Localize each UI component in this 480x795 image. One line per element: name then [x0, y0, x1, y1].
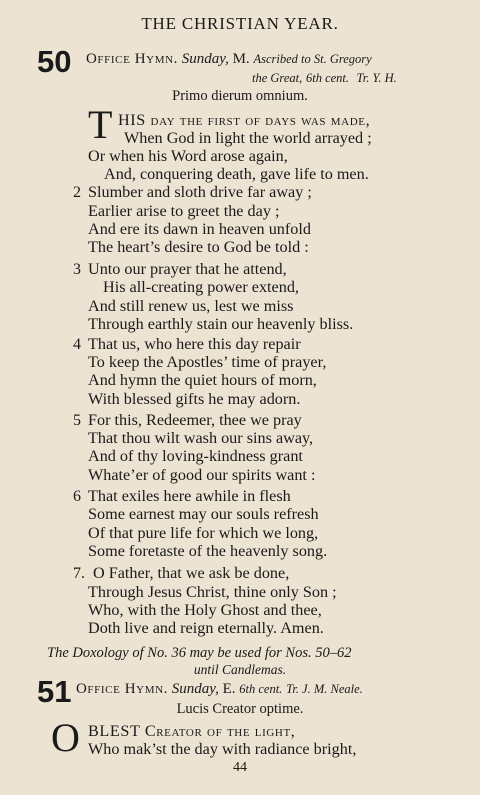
verse-line: And hymn the quiet hours of morn, — [88, 371, 317, 389]
verse-number: 6 — [73, 488, 81, 505]
hymn-50-ascription-2: the Great, — [252, 71, 303, 85]
hymn-51-drop-cap: O — [51, 715, 80, 760]
hymn-50-translator: Tr. Y. H. — [356, 71, 397, 85]
hymn-51-hour: E. — [222, 681, 236, 697]
verse-line: Slumber and sloth drive far away ; — [88, 183, 312, 201]
verse-line: And still renew us, lest we miss — [88, 297, 294, 315]
hymn-50-heading — [86, 51, 372, 68]
verse-1-line-2: When God in light the world arrayed ; — [124, 129, 372, 147]
verse-line: For this, Redeemer, thee we pray — [88, 411, 302, 429]
hymn-51-line-1: BLEST Creator of the light, — [88, 722, 296, 740]
verse-line: With blessed gifts he may adorn. — [88, 390, 301, 408]
hymn-50-latin-title: Primo dierum omnium. — [172, 88, 308, 104]
doxology-note: The Doxology of No. 36 may be used for Nos. 50–62 — [47, 645, 352, 661]
hymn-50-credit — [252, 70, 397, 87]
verse-1-line-3: Or when his Word arose again, — [88, 147, 288, 165]
hymn-51-day: Sunday, — [171, 681, 219, 697]
hymn-51-kind: Office Hymn. — [76, 681, 168, 697]
page-number: 44 — [233, 760, 247, 775]
verse-line: Unto our prayer that he attend, — [88, 260, 287, 278]
verse-line: Earlier arise to greet the day ; — [88, 202, 280, 220]
verse-line: That exiles here awhile in flesh — [88, 487, 291, 505]
doxology-note-2: until Candlemas. — [193, 662, 287, 677]
hymn-50-drop-cap: T — [88, 102, 113, 147]
verse-line: To keep the Apostles’ time of prayer, — [88, 353, 327, 371]
hymn-50-ascription: Ascribed to St. Gregory — [253, 52, 372, 66]
hymn-50-day: Sunday, — [181, 51, 229, 67]
hymn-number-50: 50 — [37, 44, 72, 79]
verse-line: That thou wilt wash our sins away, — [88, 429, 314, 447]
verse-number: 3 — [73, 261, 81, 278]
verse-line: Some earnest may our souls refresh — [88, 505, 319, 523]
verse-number: 5 — [73, 412, 81, 429]
verse-line: His all-creating power extend, — [103, 278, 299, 296]
hymn-50-hour: M. — [232, 51, 250, 67]
hymn-51-century: 6th cent. — [239, 682, 283, 696]
verse-line: Some foretaste of the heavenly song. — [88, 542, 328, 560]
verse-line: Of that pure life for which we long, — [88, 524, 319, 542]
hymn-number-51: 51 — [37, 674, 72, 709]
verse-number: 7. — [73, 565, 85, 582]
verse-line: And of thy loving-kindness grant — [88, 447, 303, 465]
verse-line: That us, who here this day repair — [88, 335, 301, 353]
verse-line: O Father, that we ask be done, — [93, 564, 290, 582]
hymn-50-kind: Office Hymn. — [86, 51, 178, 67]
verse-number: 4 — [73, 336, 81, 353]
verse-line: Through earthly stain our heavenly bliss. — [88, 315, 354, 333]
verse-1-line-4: And, conquering death, gave life to men. — [104, 165, 369, 183]
verse-line: Whate’er of good our spirits want : — [88, 466, 316, 484]
hymn-51-heading — [76, 681, 363, 698]
verse-line: Doth live and reign eternally. Amen. — [88, 619, 324, 637]
verse-line: And ere its dawn in heaven unfold — [88, 220, 311, 238]
verse-line: Who, with the Holy Ghost and thee, — [88, 601, 322, 619]
verse-1-line-1: HIS day the first of days was made, — [118, 111, 371, 129]
running-head: THE CHRISTIAN YEAR. — [141, 14, 339, 33]
hymn-51-latin-title: Lucis Creator optime. — [176, 701, 304, 717]
hymn-51-translator: Tr. J. M. Neale. — [286, 682, 363, 696]
verse-line: Through Jesus Christ, thine only Son ; — [88, 583, 337, 601]
verse-number: 2 — [73, 184, 81, 201]
hymn-51-line-2: Who mak’st the day with radiance bright, — [88, 740, 357, 758]
verse-line: The heart’s desire to God be told : — [88, 238, 309, 256]
hymn-50-century: 6th cent. — [305, 71, 350, 85]
